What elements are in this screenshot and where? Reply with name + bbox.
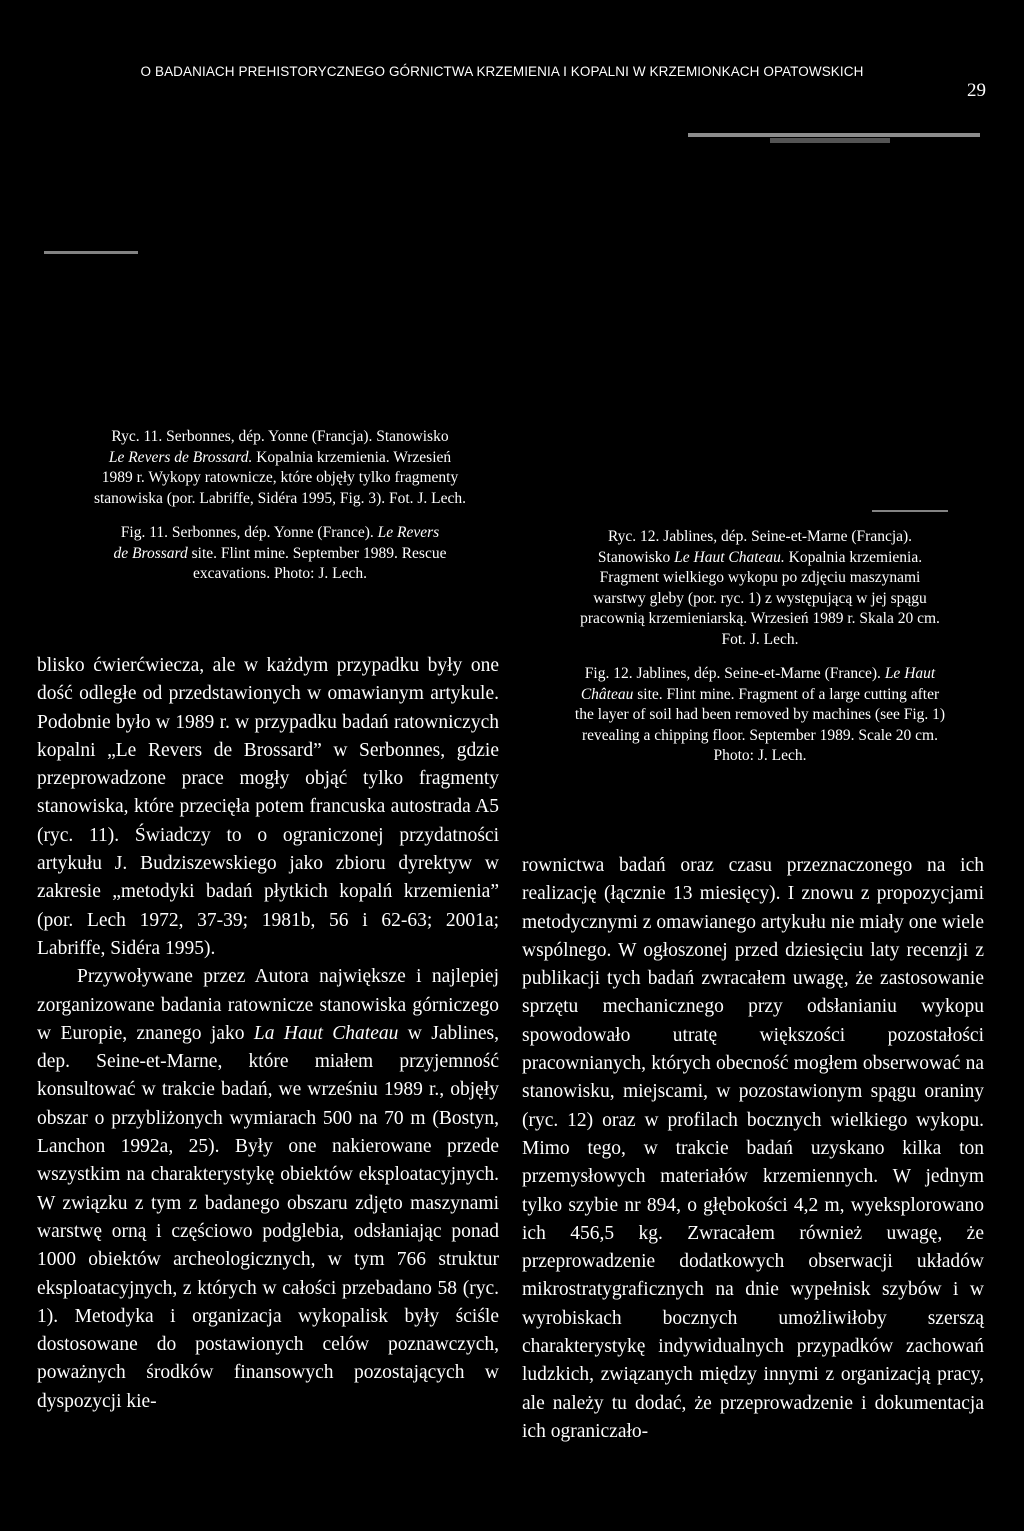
caption-line: warstwy gleby (por. ryc. 1) z występującą w jej spągu xyxy=(593,589,927,607)
figure-12-caption xyxy=(520,527,1000,767)
caption-line: Kopalnia krzemienia. xyxy=(784,548,923,566)
site-name: La Haut Chateau xyxy=(253,1022,399,1044)
site-name: Le Revers xyxy=(377,524,440,541)
caption-line: Fot. J. Lech. xyxy=(721,630,799,648)
caption-line: Ryc. 11. Serbonnes, dép. Yonne (Francja). Stanowisko xyxy=(111,428,449,445)
caption-line: 1989 r. Wykopy ratownicze, które objęły tylko fragmenty xyxy=(101,469,459,486)
paragraph-text: Przywoływane przez Autora największe i najlepiej zorganizowane badania ratownicze stanowiska górniczego w Europie, znanego jako xyxy=(37,966,499,1044)
caption-line: Kopalnia krzemienia. Wrzesień xyxy=(252,448,452,466)
site-name: Le Revers de Brossard. xyxy=(108,448,253,466)
scan-artifact-left xyxy=(44,251,138,254)
caption-line: Stanowisko xyxy=(597,548,675,566)
body-paragraph xyxy=(37,963,499,1416)
caption-line: revealing a chipping floor. September 1989. Scale 20 cm. xyxy=(582,726,938,744)
caption-line: excavations. Photo: J. Lech. xyxy=(193,565,367,582)
scan-artifact-top xyxy=(688,133,980,137)
right-text-column xyxy=(522,852,984,1446)
caption-line: pracownią krzemieniarską. Wrzesień 1989 r. Skala 20 cm. xyxy=(580,610,940,627)
scan-artifact-top-detail xyxy=(770,138,890,143)
figure-12-caption-pl xyxy=(520,527,1000,650)
figure-11-caption xyxy=(30,427,530,585)
running-header: O BADANIACH PREHISTORYCZNEGO GÓRNICTWA KRZEMIENIA I KOPALNI W KRZEMIONKACH OPATOWSKICH xyxy=(140,64,864,79)
figure-11-caption-pl xyxy=(30,427,530,509)
caption-line: Fig. 12. Jablines, dép. Seine-et-Marne (France). xyxy=(584,665,885,682)
paragraph-text: w Jablines, dep. Seine-et-Marne, które miałem przyjemność konsultować w trakcie badań, we wrześniu 1989 r., objęły obszar o przybliżonych wymiarach 500 na 70 m (Bostyn, Lanchon 1992a, 25). Były one nakierowane przede wszystkim na charakterystykę obiektów eksploatacyjnych. W związku z tym z badanego obszaru zdjęto maszynami warstwę orną i częściowo podglebia, odsłaniając ponad 1000 obiektów archeologicznych, w tym 766 struktur eksploatacyjnych, z których w całości przebadano 58 (ryc. 1). Metodyka i organizacja wykopalisk były ściśle dostosowane do postawionych celów poznawczych, poważnych środków finansowych pozostających w dyspozycji kie- xyxy=(37,1022,499,1412)
caption-line: stanowiska (por. Labriffe, Sidéra 1995, Fig. 3). Fot. J. Lech. xyxy=(93,489,467,507)
figure-11-caption-en xyxy=(30,523,530,585)
body-paragraph: blisko ćwierćwiecza, ale w każdym przypadku były one dość odległe od przedstawionych w omawianym artykule. Podobnie było w 1989 r. w przypadku badań ratowniczych kopalni „Le Revers de Brossard” w Serbonnes, gdzie przeprowadzone prace mogły objąć tylko fragmenty stanowiska, które przecięła potem francuska autostrada A5 (ryc. 11). Świadczy to o ograniczonej przydatności artykułu J. Budziszewskiego jako zbioru dyrektyw w zakresie „metodyki badań płytkich kopalń krzemienia” (por. Lech 1972, 37-39; 1981b, 56 i 62-63; 2001a; Labriffe, Sidéra 1995). xyxy=(37,655,499,959)
caption-line: site. Flint mine. Fragment of a large cutting after xyxy=(633,685,940,703)
caption-line: Fragment wielkiego wykopu po zdjęciu maszynami xyxy=(599,569,921,586)
page-number: 29 xyxy=(967,80,986,101)
scan-artifact-right xyxy=(872,510,948,512)
left-text-column xyxy=(37,652,499,1416)
caption-line: Fig. 11. Serbonnes, dép. Yonne (France). xyxy=(120,524,378,541)
body-paragraph: rownictwa badań oraz czasu przeznaczonego na ich realizację (łącznie 13 miesięcy). I znowu z propozycjami metodycznymi z omawianego artykułu nie miały one wiele wspólnego. W ogłoszonej przed dziesięciu laty recenzji z publikacji tych badań zwracałem uwagę, że zastosowanie sprzętu mechanicznego przy odsłanianiu wykopu spowodowało utratę większości pozostałości pracownianych, których obecność mogłem obserwować na stanowisku, miejscami, w pozostawionym spągu oraniny (ryc. 12) oraz w profilach bocznych wielkiego wykopu. Mimo tego, w trakcie badań uzyskano kilka ton przemysłowych materiałów krzemiennych. W jednym tylko szybie nr 894, o głębokości 4,2 m, wyeksplorowano ich 456,5 kg. Zwracałem również uwagę, że przeprowadzenie dodatkowych obserwacji układów mikrostratygraficznych na dnie wypełnisk szybów i w wyrobiskach bocznych umożliwiłoby szerszą charakterystykę indywidualnych przypadków zachowań ludzkich, związanych między innymi z organizacją pracy, ale należy tu dodać, że przeprowadzenie i dokumentacja ich ograniczało- xyxy=(522,855,984,1442)
caption-line: the layer of soil had been removed by machines (see Fig. 1) xyxy=(574,706,946,723)
site-name: de Brossard xyxy=(113,544,188,562)
caption-line: Photo: J. Lech. xyxy=(713,747,807,764)
site-name: Château xyxy=(580,685,634,703)
caption-line: site. Flint mine. September 1989. Rescue xyxy=(187,544,447,562)
caption-line: Ryc. 12. Jablines, dép. Seine-et-Marne (Francja). xyxy=(607,528,913,545)
site-name: Le Haut xyxy=(884,665,936,682)
figure-12-caption-en xyxy=(520,664,1000,767)
site-name: Le Haut Chateau. xyxy=(674,548,785,566)
